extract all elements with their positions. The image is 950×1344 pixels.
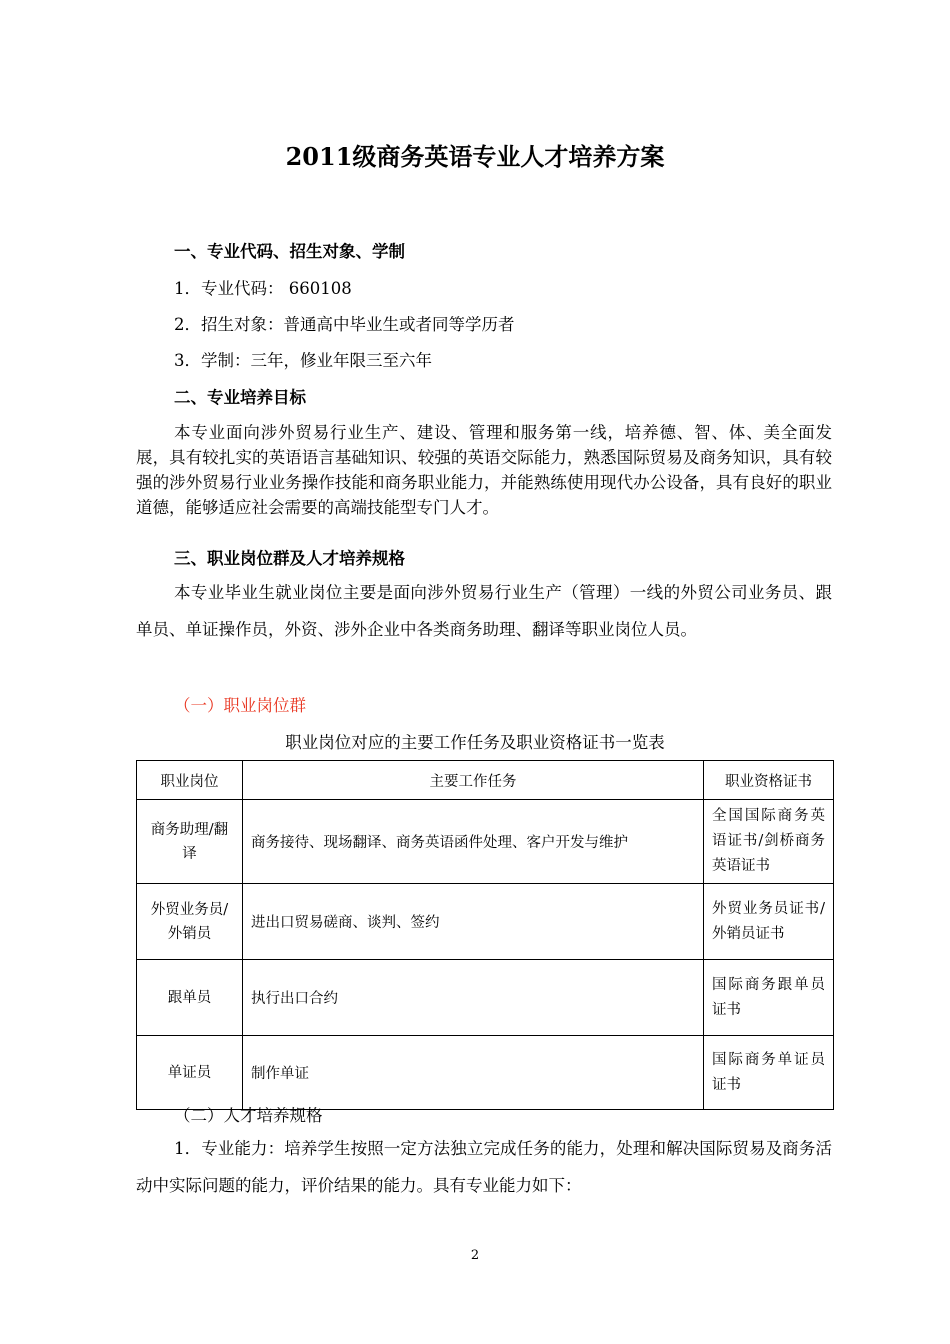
table-caption: 职业岗位对应的主要工作任务及职业资格证书一览表 — [285, 733, 665, 752]
job-table — [136, 760, 834, 1110]
job-group-subheading: （一）职业岗位群 — [174, 696, 306, 715]
talent-spec-subheading: （二）人才培养规格 — [174, 1106, 323, 1125]
cell-cert: 国际商务跟单员证书 — [704, 960, 834, 1036]
table-row — [137, 884, 834, 960]
document-title: 2011级商务英语专业人才培养方案 — [285, 142, 665, 171]
study-duration: 3．学制：三年，修业年限三至六年 — [174, 351, 432, 370]
training-goal-paragraph: 本专业面向涉外贸易行业生产、建设、管理和服务第一线，培养德、智、体、美全面发展，具有较扎实的英语语言基础知识、较强的英语交际能力，熟悉国际贸易及商务知识，具有较强的涉外贸易行业业务操作技能和商务职业能力，并能熟练使用现代办公设备，具有良好的职业道德，能够适应社会需要的高端技能型专门人才。 — [136, 423, 832, 517]
cell-position: 商务助理/翻译 — [137, 800, 243, 884]
enrollment-target: 2．招生对象：普通高中毕业生或者同等学历者 — [174, 315, 515, 334]
header-task: 主要工作任务 — [243, 761, 704, 800]
section1-heading: 一、专业代码、招生对象、学制 — [174, 242, 405, 261]
table-header-row — [137, 761, 834, 800]
cell-task: 商务接待、现场翻译、商务英语函件处理、客户开发与维护 — [243, 800, 704, 884]
cell-task: 执行出口合约 — [243, 960, 704, 1036]
cell-cert: 全国国际商务英语证书/剑桥商务英语证书 — [704, 800, 834, 884]
cell-task: 进出口贸易磋商、谈判、签约 — [243, 884, 704, 960]
section3-heading: 三、职业岗位群及人才培养规格 — [174, 549, 405, 568]
section2-heading: 二、专业培养目标 — [174, 388, 306, 407]
cell-cert: 外贸业务员证书/外销员证书 — [704, 884, 834, 960]
professional-ability-paragraph: 1．专业能力：培养学生按照一定方法独立完成任务的能力，处理和解决国际贸易及商务活动中实际问题的能力，评价结果的能力。具有专业能力如下： — [136, 1139, 832, 1195]
header-position: 职业岗位 — [137, 761, 243, 800]
employment-paragraph: 本专业毕业生就业岗位主要是面向涉外贸易行业生产（管理）一线的外贸公司业务员、跟单员、单证操作员，外资、涉外企业中各类商务助理、翻译等职业岗位人员。 — [136, 583, 832, 639]
cell-cert: 国际商务单证员证书 — [704, 1036, 834, 1110]
page-number: 2 — [470, 1248, 480, 1263]
table-row — [137, 960, 834, 1036]
header-cert: 职业资格证书 — [704, 761, 834, 800]
cell-task: 制作单证 — [243, 1036, 704, 1110]
cell-position: 单证员 — [137, 1036, 243, 1110]
table-row — [137, 800, 834, 884]
major-code: 1．专业代码： 660108 — [174, 279, 352, 298]
cell-position: 外贸业务员/外销员 — [137, 884, 243, 960]
cell-position: 跟单员 — [137, 960, 243, 1036]
table-row — [137, 1036, 834, 1110]
